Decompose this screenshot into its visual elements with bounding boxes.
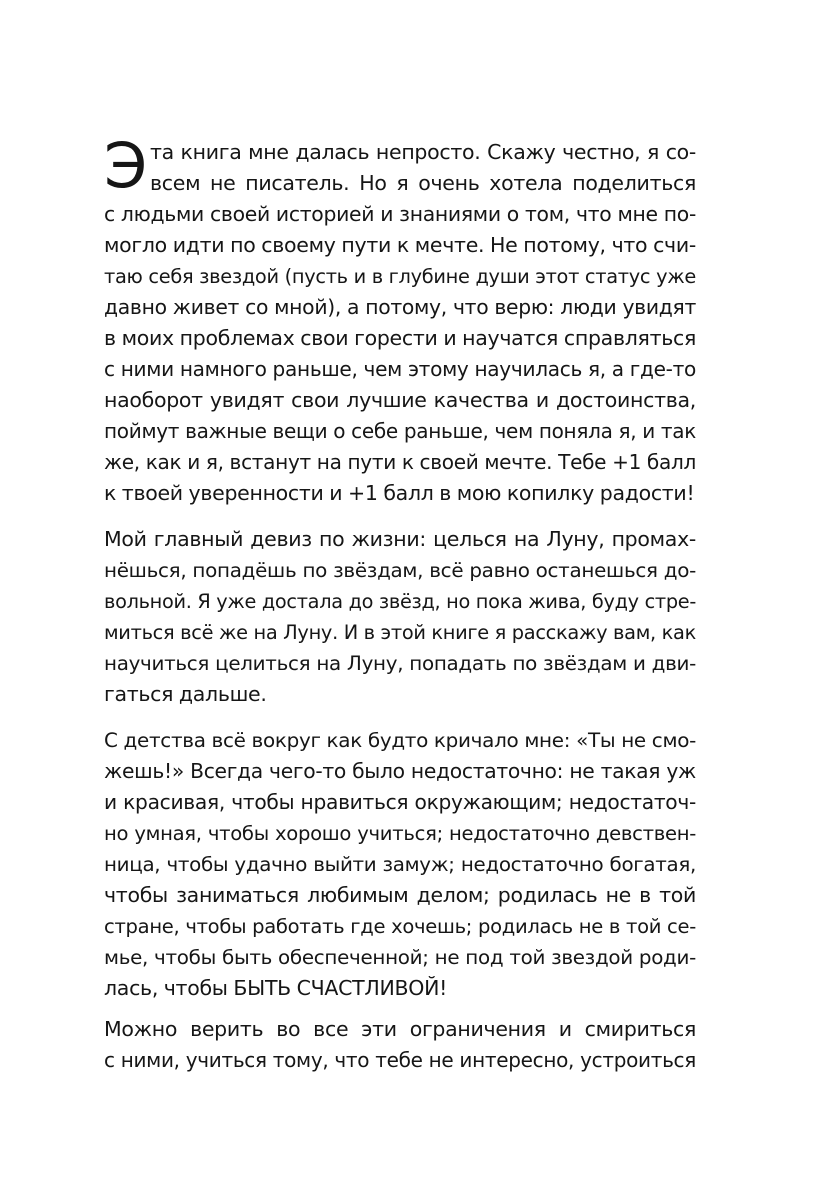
text-line: с людьми своей историей и знаниями о том, что мне по- — [104, 202, 696, 226]
paragraph-4 — [104, 1014, 696, 1076]
text-line: в моих проблемах свои горести и научатся справляться — [104, 326, 696, 350]
text-line: та книга мне далась непросто. Скажу честно, я со- — [150, 140, 696, 164]
text-line: Мой главный девиз по жизни: целься на Луну, промах- — [104, 527, 696, 551]
text-line: к твоей уверенности и +1 балл в мою копилку радости! — [104, 481, 695, 505]
paragraph-2 — [104, 524, 696, 710]
text-line: же, как и я, встанут на пути к своей мечте. Тебе +1 балл — [104, 450, 696, 474]
text-line: миться всё же на Луну. И в этой книге я расскажу вам, как — [104, 621, 696, 644]
text-line: но умная, чтобы хорошо учиться; недостаточно девствен- — [104, 822, 696, 845]
text-line: Можно верить во все эти ограничения и смириться — [104, 1017, 696, 1041]
drop-cap: Э — [104, 129, 148, 202]
text-line: жешь!» Всегда чего-то было недостаточно: не такая уж — [104, 759, 696, 783]
text-line: нёшься, попадёшь по звёздам, всё равно останешься до- — [104, 559, 696, 582]
text-line: вольной. Я уже достала до звёзд, но пока жива, буду стре- — [104, 590, 696, 613]
text-line: всем не писатель. Но я очень хотела поделиться — [150, 171, 696, 195]
paragraph-3 — [104, 725, 696, 1004]
text-line: лась, чтобы БЫТЬ СЧАСТЛИВОЙ! — [104, 976, 448, 1000]
text-line: с ними намного раньше, чем этому научилась я, а где-то — [104, 357, 696, 381]
text-line: чтобы заниматься любимым делом; родилась не в той — [104, 883, 696, 907]
text-line: могло идти по своему пути к мечте. Не потому, что счи- — [104, 233, 696, 257]
text-line: стране, чтобы работать где хочешь; родилась не в той се- — [104, 915, 696, 938]
text-line: и красивая, чтобы нравиться окружающим; недостаточ- — [104, 790, 696, 814]
text-line: таю себя звездой (пусть и в глубине души этот статус уже — [104, 265, 696, 288]
text-line: поймут важные вещи о себе раньше, чем поняла я, и так — [104, 419, 696, 443]
text-line: гаться дальше. — [104, 682, 267, 706]
text-line: давно живет со мной), а потому, что верю: люди увидят — [104, 295, 696, 319]
text-line: научиться целиться на Луну, попадать по звёздам и дви- — [104, 652, 696, 675]
text-line: С детства всё вокруг как будто кричало мне: «Ты не смо- — [104, 728, 696, 752]
paragraph-1 — [104, 129, 696, 509]
text-line: с ними, учиться тому, что тебе не интересно, устроиться — [104, 1048, 696, 1072]
text-line: ница, чтобы удачно выйти замуж; недостаточно богатая, — [104, 853, 696, 876]
text-line: мье, чтобы быть обеспеченной; не под той звездой роди- — [104, 946, 696, 969]
text-line: наоборот увидят свои лучшие качества и достоинства, — [104, 388, 696, 412]
